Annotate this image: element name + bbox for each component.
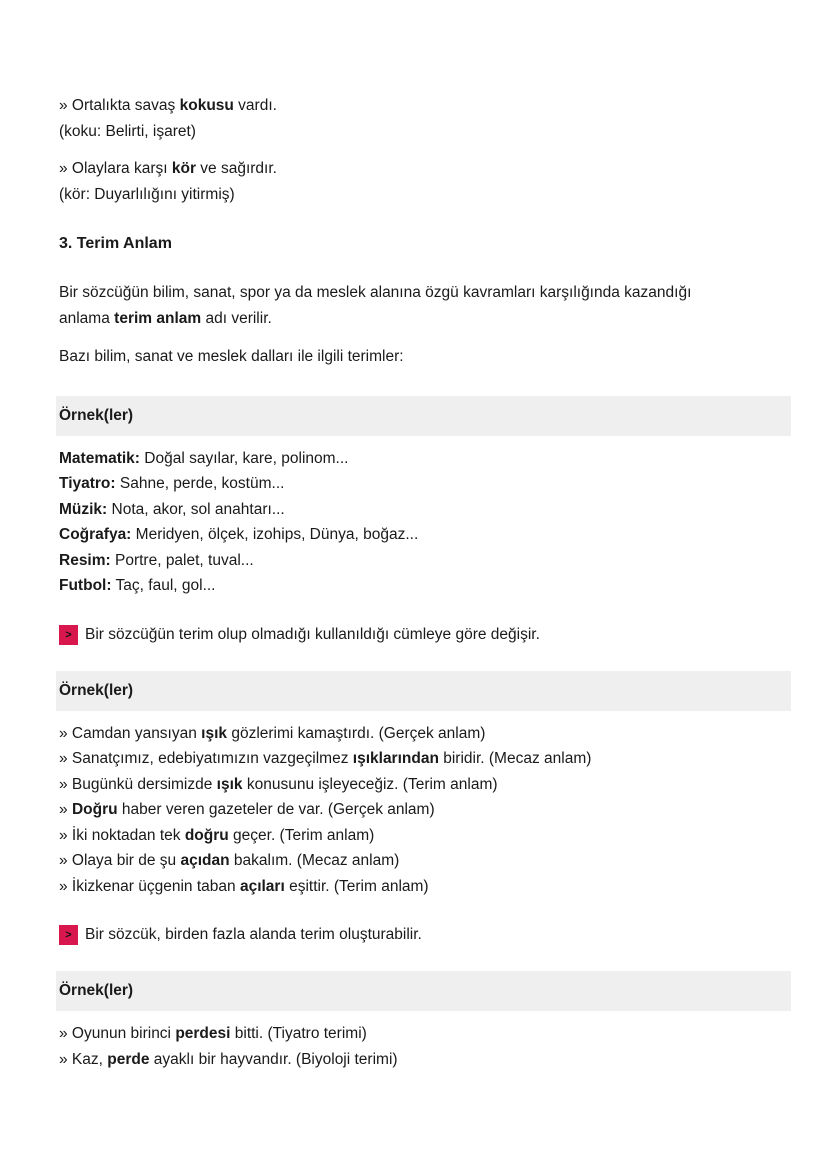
term-item: Resim: Portre, palet, tuval... bbox=[59, 551, 254, 569]
term-item: Coğrafya: Meridyen, ölçek, izohips, Dünya, boğaz... bbox=[59, 526, 419, 543]
term-item: Müzik: Nota, akor, sol anahtarı... bbox=[59, 500, 285, 518]
section-heading: 3. Terim Anlam bbox=[59, 235, 172, 252]
example-header: Örnek(ler) bbox=[56, 671, 791, 711]
list-item: » Oyunun birinci perdesi bitti. (Tiyatro terimi) bbox=[59, 1025, 367, 1042]
info-note bbox=[59, 923, 791, 947]
term-item: Matematik: Doğal sayılar, kare, polinom... bbox=[59, 449, 349, 467]
term-item: Futbol: Taç, faul, gol... bbox=[59, 577, 216, 594]
list-item: » Doğru haber veren gazeteler de var. (Gerçek anlam) bbox=[59, 801, 435, 818]
list-item: » Bugünkü dersimizde ışık konusunu işleyeceğiz. (Terim anlam) bbox=[59, 775, 498, 793]
info-note bbox=[59, 623, 791, 647]
examples-list bbox=[59, 1021, 791, 1072]
example-gloss: (kör: Duyarlılığını yitirmiş) bbox=[59, 185, 235, 203]
list-item: » Sanatçımız, edebiyatımızın vazgeçilmez ışıklarından biridir. (Mecaz anlam) bbox=[59, 750, 592, 767]
note-text: Bir sözcüğün terim olup olmadığı kullanıldığı cümleye göre değişir. bbox=[85, 625, 540, 643]
intro-paragraph: Bazı bilim, sanat ve meslek dalları ile ilgili terimler: bbox=[59, 348, 404, 365]
definition-paragraph: Bir sözcüğün bilim, sanat, spor ya da meslek alanına özgü kavramları karşılığında kazandığı anlama terim anlam adı verilir. bbox=[59, 284, 692, 327]
example-header: Örnek(ler) bbox=[56, 971, 791, 1011]
example-gloss: (koku: Belirti, işaret) bbox=[59, 122, 196, 140]
list-item: » Kaz, perde ayaklı bir hayvandır. (Biyoloji terimi) bbox=[59, 1050, 398, 1068]
terms-list bbox=[59, 446, 791, 599]
list-item: » İki noktadan tek doğru geçer. (Terim anlam) bbox=[59, 826, 375, 844]
examples-list bbox=[59, 721, 791, 900]
list-item: » İkizkenar üçgenin taban açıları eşittir. (Terim anlam) bbox=[59, 877, 429, 895]
list-item: » Olaya bir de şu açıdan bakalım. (Mecaz anlam) bbox=[59, 852, 400, 869]
example-header: Örnek(ler) bbox=[56, 396, 791, 436]
arrow-marker-icon: > bbox=[59, 625, 78, 645]
example-sentence: » Ortalıkta savaş kokusu vardı. bbox=[59, 97, 277, 114]
example-sentence: » Olaylara karşı kör ve sağırdır. bbox=[59, 160, 277, 177]
document-content bbox=[59, 93, 791, 1072]
arrow-marker-icon: > bbox=[59, 925, 78, 945]
list-item: » Camdan yansıyan ışık gözlerimi kamaştırdı. (Gerçek anlam) bbox=[59, 724, 486, 742]
note-text: Bir sözcük, birden fazla alanda terim oluşturabilir. bbox=[85, 926, 422, 943]
term-item: Tiyatro: Sahne, perde, kostüm... bbox=[59, 475, 285, 492]
